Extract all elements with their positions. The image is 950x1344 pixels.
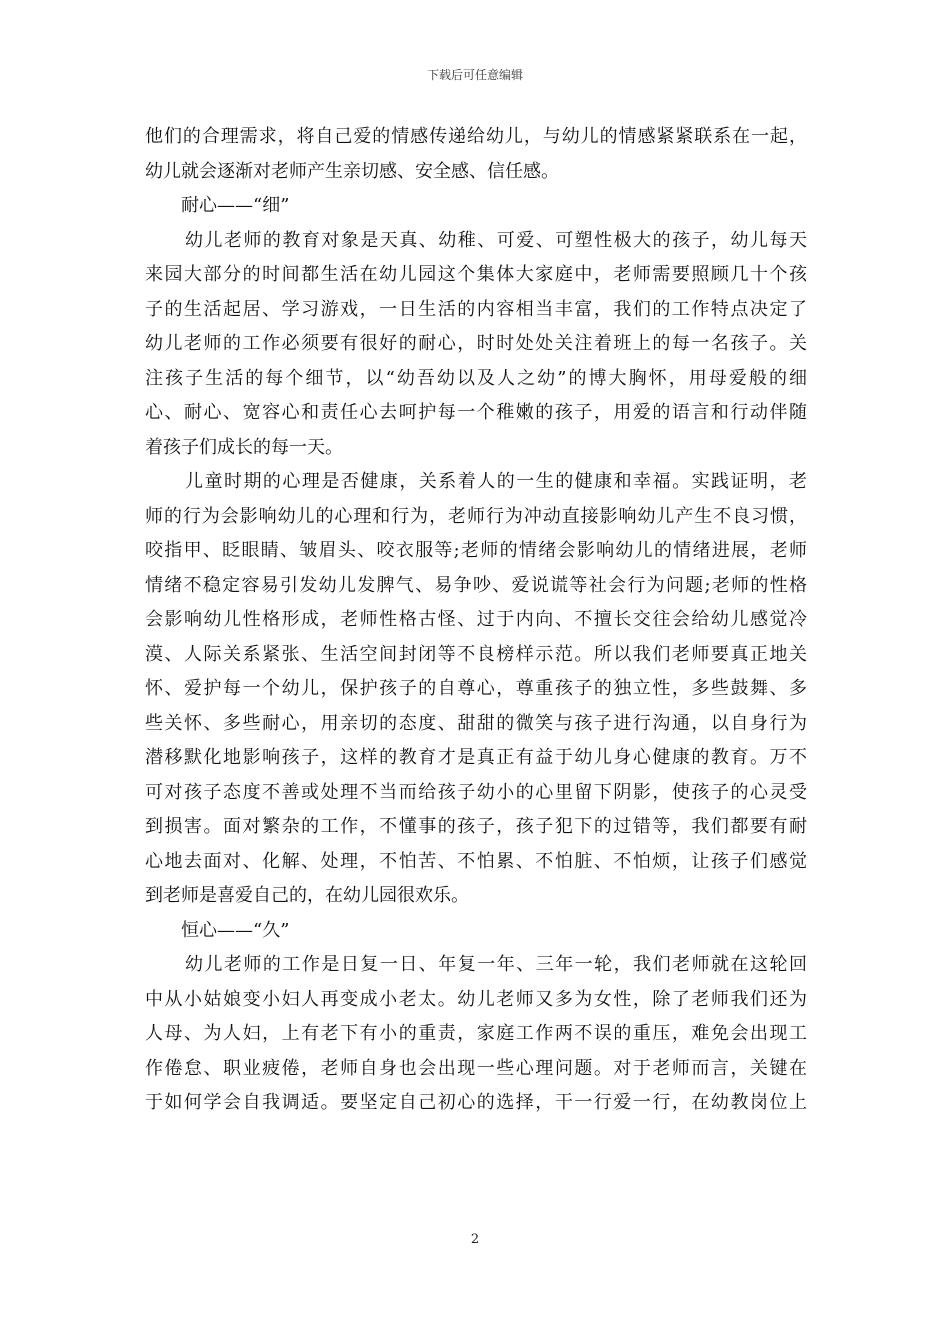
text-line: 幼儿老师的工作是日复一日、年复一年、三年一轮，我们老师就在这轮回 [185, 954, 807, 975]
text-line: 幼儿老师的工作必须要有很好的耐心，时时处处关注着班上的每一名孩子。关 [145, 333, 807, 354]
text-line: 怀、爱护每一个幼儿，保护孩子的自尊心，尊重孩子的独立性，多些鼓舞、多 [145, 678, 807, 699]
text-line: 可对孩子态度不善或处理不当而给孩子幼小的心里留下阴影，使孩子的心灵受 [145, 781, 807, 803]
text-line: 幼儿老师的教育对象是天真、幼稚、可爱、可塑性极大的孩子，幼儿每天 [185, 229, 807, 251]
text-line: 会影响幼儿性格形成，老师性格古怪、过于内向、不擅长交往会给幼儿感觉冷 [145, 609, 807, 630]
text-line: 中从小姑娘变小妇人再变成小老太。幼儿老师又多为女性，除了老师我们还为 [145, 988, 807, 1010]
text-line: 儿童时期的心理是否健康，关系着人的一生的健康和幸福。实践证明，老 [185, 471, 807, 492]
page-header: 下载后可任意编辑 [426, 68, 523, 82]
text-line: 子的生活起居、学习游戏，一日生活的内容相当丰富，我们的工作特点决定了 [145, 298, 807, 320]
text-line: 师的行为会影响幼儿的心理和行为，老师行为冲动直接影响幼儿产生不良习惯， [145, 505, 807, 527]
text-line: 漠、人际关系紧张、生活空间封闭等不良榜样示范。所以我们老师要真正地关 [145, 643, 807, 665]
text-line: 情绪不稳定容易引发幼儿发脾气、易争吵、爱说谎等社会行为问题;老师的性格 [145, 574, 807, 596]
text-line: 咬指甲、眨眼睛、皱眉头、咬衣服等;老师的情绪会影响幼儿的情绪进展，老师 [145, 540, 807, 561]
text-line: 注孩子生活的每个细节，以“幼吾幼以及人之幼”的博大胸怀，用母爱般的细 [145, 367, 807, 389]
text-line: 着孩子们成长的每一天。 [145, 436, 343, 458]
section-heading: 耐心——“细” [181, 195, 290, 216]
text-line: 人母、为人妇，上有老下有小的重责，家庭工作两不误的重压，难免会出现工 [145, 1023, 807, 1044]
text-line: 到损害。面对繁杂的工作，不懂事的孩子，孩子犯下的过错等，我们都要有耐 [145, 816, 807, 837]
text-line: 到老师是喜爱自己的，在幼儿园很欢乐。 [145, 885, 469, 906]
text-line: 幼儿就会逐渐对老师产生亲切感、安全感、信任感。 [145, 160, 559, 182]
text-line: 于如何学会自我调适。要坚定自己初心的选择，干一行爱一行，在幼教岗位上 [145, 1092, 807, 1113]
text-line: 作倦怠、职业疲倦，老师自身也会出现一些心理问题。对于老师而言，关键在 [145, 1057, 807, 1079]
text-line: 来园大部分的时间都生活在幼儿园这个集体大家庭中，老师需要照顾几十个孩 [145, 264, 807, 285]
text-line: 心地去面对、化解、处理，不怕苦、不怕累、不怕脏、不怕烦，让孩子们感觉 [145, 850, 807, 872]
text-line: 心、耐心、宽容心和责任心去呵护每一个稚嫩的孩子，用爱的语言和行动伴随 [145, 402, 807, 423]
text-line: 潜移默化地影响孩子，这样的教育才是真正有益于幼儿身心健康的教育。万不 [145, 747, 807, 768]
document-body [145, 120, 807, 1121]
text-line: 些关怀、多些耐心，用亲切的态度、甜甜的微笑与孩子进行沟通，以自身行为 [145, 712, 807, 734]
text-line: 他们的合理需求，将自己爱的情感传递给幼儿，与幼儿的情感紧紧联系在一起， [145, 126, 807, 147]
section-heading: 恒心——“久” [181, 919, 290, 941]
page-number: 2 [470, 1232, 480, 1247]
